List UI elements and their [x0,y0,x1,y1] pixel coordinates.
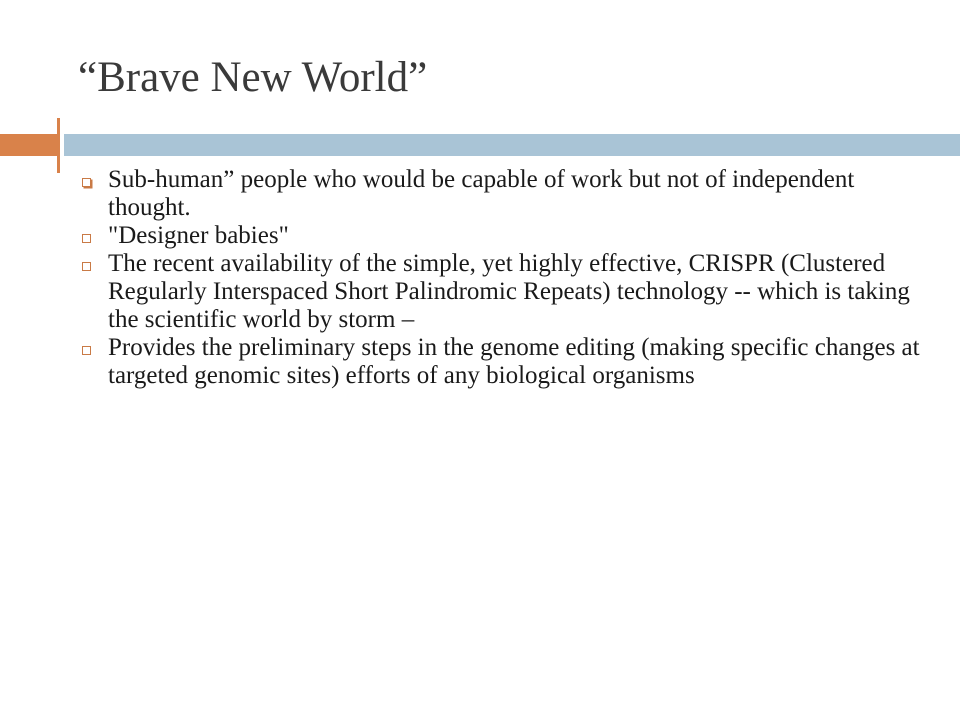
accent-divider [57,118,60,173]
hollow-square-bullet-icon [82,346,91,355]
bullet-text: Provides the preliminary steps in the genome editing (making specific changes at targeted genomic sites) efforts of any biological organisms [108,334,920,389]
bullet-list [80,166,930,390]
bullet-text: Sub-human” people who would be capable of work but not of independent thought. [108,166,855,221]
bullet-item [80,166,930,222]
hollow-square-bullet-icon [82,262,91,271]
accent-bar-blue [64,134,960,156]
hollow-square-bullet-icon [82,178,91,187]
hollow-square-bullet-icon [82,234,91,243]
bullet-item [80,334,930,390]
slide-title: “Brave New World” [78,54,428,101]
bullet-item [80,222,930,250]
accent-bar-orange [0,134,57,156]
bullet-text: The recent availability of the simple, yet highly effective, CRISPR (Clustered Regularly Interspaced Short Palindromic Repeats) technology -- which is taking the scientific world by storm – [108,250,910,333]
bullet-text: "Designer babies" [108,222,289,249]
bullet-item [80,250,930,334]
